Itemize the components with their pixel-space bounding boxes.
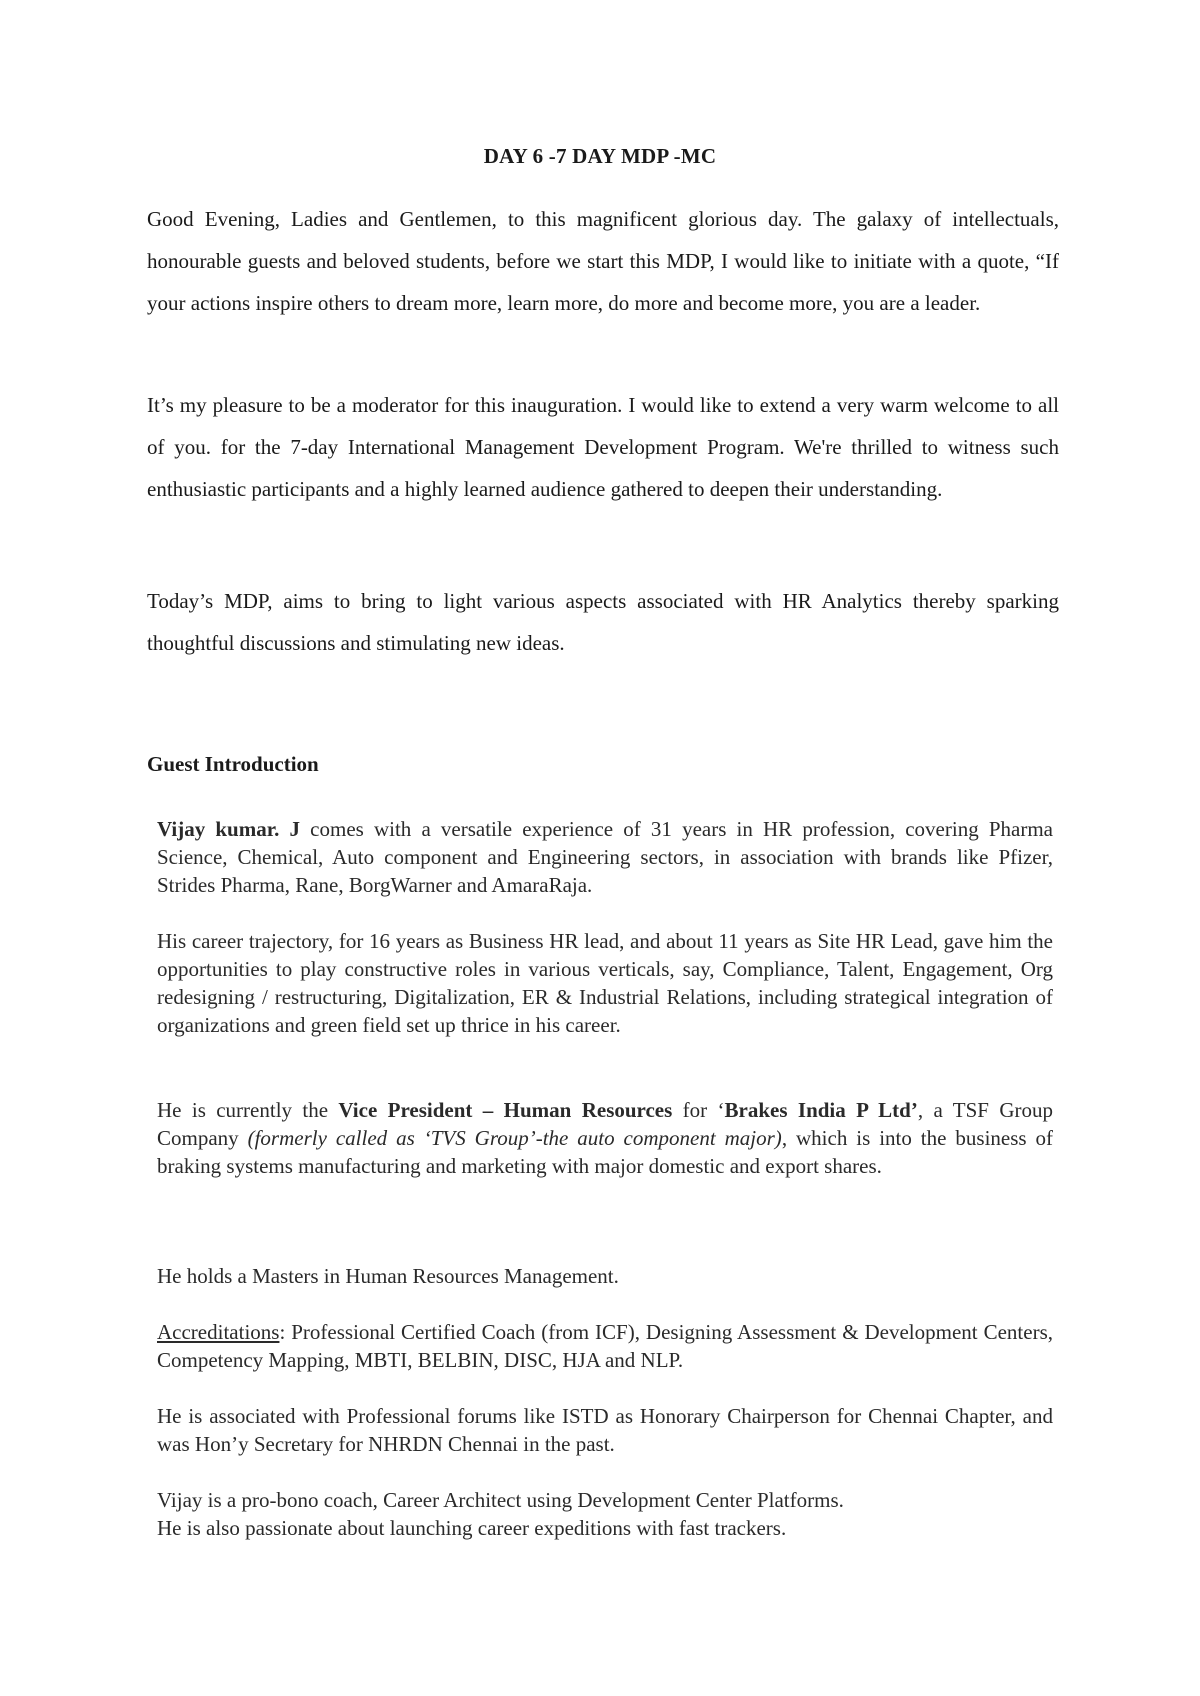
accreditations-label: Accreditations <box>157 1320 280 1344</box>
bio-role-for: for ‘ <box>672 1098 725 1122</box>
bio-role-intro: He is currently the <box>157 1098 339 1122</box>
bio-paragraph-accreditations <box>157 1318 1053 1374</box>
bio-career-text: His career trajectory, for 16 years as Business HR lead, and about 11 years as Site HR Lead, gave him the opportunities to play constructive roles in various verticals, say, Compliance, Talent, Engagement, Org redesigning / restructuring, Digitalization, ER & Industrial Relations, including strategical integration of organizations and green field set up thrice in his career. <box>157 929 1053 1037</box>
guest-name: Vijay kumar. J <box>157 817 301 841</box>
bio-company-former-name: (formerly called as ‘TVS Group’-the auto component major) <box>247 1126 782 1150</box>
bio-coaching-line-1: Vijay is a pro-bono coach, Career Architect using Development Center Platforms. <box>157 1488 844 1512</box>
bio-paragraph-education <box>157 1262 1053 1290</box>
intro-paragraph-aim <box>147 580 1059 664</box>
bio-company-group: , a TSF Group Company <box>157 1098 1053 1150</box>
intro-paragraph-moderator-text: It’s my pleasure to be a moderator for this inauguration. I would like to extend a very warm welcome to all of you. for the 7-day International Management Development Program. We're thrilled to witness such enthusiastic participants and a highly learned audience gathered to deepen their understanding. <box>147 393 1059 501</box>
bio-experience-text: comes with a versatile experience of 31 years in HR profession, covering Pharma Science, Chemical, Auto component and Engineering sectors, in association with brands like Pfizer, Strides Pharma, Rane, BorgWarner and AmaraRaja. <box>157 817 1053 897</box>
bio-paragraph-forums <box>157 1402 1053 1458</box>
bio-company-name: Brakes India P Ltd’ <box>724 1098 918 1122</box>
intro-paragraph-aim-text: Today’s MDP, aims to bring to light various aspects associated with HR Analytics thereby sparking thoughtful discussions and stimulating new ideas. <box>147 589 1059 655</box>
intro-paragraph-welcome-text: Good Evening, Ladies and Gentlemen, to this magnificent glorious day. The galaxy of intellectuals, honourable guests and beloved students, before we start this MDP, I would like to initiate with a quote, “If your actions inspire others to dream more, learn more, do more and become more, you are a leader. <box>147 207 1059 315</box>
bio-paragraph-experience <box>157 815 1053 899</box>
bio-paragraph-coaching <box>157 1486 1053 1542</box>
intro-paragraph-welcome <box>147 198 1059 324</box>
bio-paragraph-current-role <box>157 1096 1053 1180</box>
accreditations-text: : Professional Certified Coach (from ICF), Designing Assessment & Development Centers, Competency Mapping, MBTI, BELBIN, DISC, HJA and NLP. <box>157 1320 1053 1372</box>
document-title: DAY 6 -7 DAY MDP -MC <box>483 144 717 168</box>
bio-coaching-line-2: He is also passionate about launching career expeditions with fast trackers. <box>157 1516 787 1540</box>
bio-role-title: Vice President – Human Resources <box>338 1098 673 1122</box>
bio-paragraph-career <box>157 927 1053 1039</box>
intro-paragraph-moderator <box>147 384 1059 510</box>
guest-introduction-heading: Guest Introduction <box>147 752 319 776</box>
bio-company-business: , which is into the business of braking systems manufacturing and marketing with major domestic and export shares. <box>157 1126 1053 1178</box>
bio-education-text: He holds a Masters in Human Resources Management. <box>157 1264 619 1288</box>
bio-forums-text: He is associated with Professional forums like ISTD as Honorary Chairperson for Chennai Chapter, and was Hon’y Secretary for NHRDN Chennai in the past. <box>157 1404 1053 1456</box>
